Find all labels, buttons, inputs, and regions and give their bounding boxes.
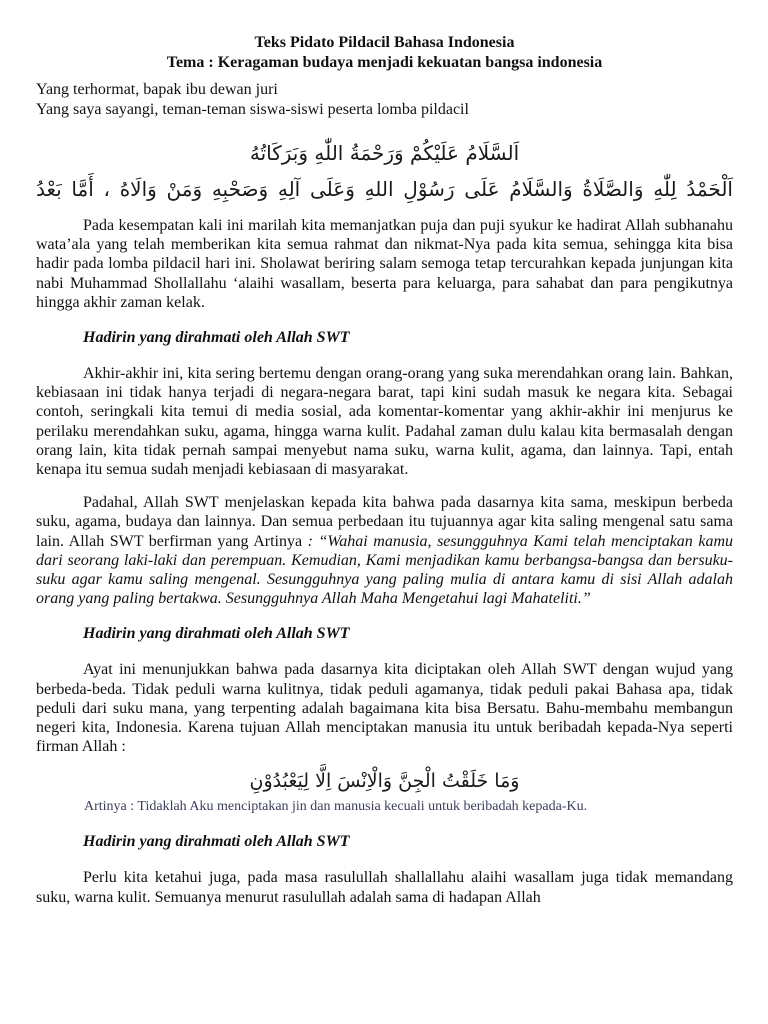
title-line-1: Teks Pidato Pildacil Bahasa Indonesia [254,34,515,51]
paragraph-3-intro: Padahal, Allah SWT menjelaskan kepada kita bahwa pada dasarnya kita sama, meskipun berbeda suku, agama, budaya dan lainnya. Dan semua perbedaan itu tujuannya agar kita saling mengenal satu sama lain. Allah SWT berfirman yang Artinya [36,494,733,550]
paragraph-opening: Pada kesempatan kali ini marilah kita memanjatkan puja dan puji syukur ke hadirat Allah subhanahu wata’ala yang telah memberikan kita semua rahmat dan nikmat-Nya pada kita semua, sehingga kita bisa hadir pada lomba pildacil hari ini. Sholawat beriring salam semoga tetap tercurahkan kepada junjungan kita nabi Muhammad Shollallahu ‘alaihi wasallam, beserta para keluarga, para sahabat dan para pengikutnya hingga akhir zaman kelak. [36,217,733,311]
paragraph-4: Ayat ini menunjukkan bahwa pada dasarnya kita diciptakan oleh Allah SWT dengan wujud yang berbeda-beda. Tidak peduli warna kulitnya, tidak peduli agamanya, tidak peduli pakai Bahasa apa, tidak peduli dari suku mana, yang terpenting adalah bagaimana kita bisa Bersatu. Bahu-membahu membangun negeri kita, Indonesia. Karena tujuan Allah menciptakan manusia itu untuk beribadah kepada-Nya seperti firman Allah : [36,661,733,756]
arabic-verse: وَمَا خَلَقْتُ الْجِنَّ وَالْاِنْسَ اِلَّا لِيَعْبُدُوْنِ [249,770,520,793]
arabic-salam: اَلسَّلَامُ عَلَيْكُمْ وَرَحْمَةُ اللّٰهِ وَبَرَكَاتُهُ [249,141,520,165]
arabic-hamdalah: اَلْحَمْدُ لِلّٰهِ وَالصَّلَاةُ وَالسَّلَامُ عَلَى رَسُوْلِ اللهِ وَعَلَى آلِهِ وَصَحْبِهِ وَمَنْ وَالَاهُ ، أَمَّا بَعْدُ [36,177,733,201]
paragraph-3 [36,493,733,608]
document-title [36,33,733,73]
section-heading-1: Hadirin yang dirahmati oleh Allah SWT [83,329,350,347]
section-heading-3: Hadirin yang dirahmati oleh Allah SWT [83,833,350,851]
paragraph-5: Perlu kita ketahui juga, pada masa rasulullah shallallahu alaihi wasallam juga tidak memandang suku, warna kulit. Semuanya menurut rasulullah adalah sama di hadapan Allah [36,869,733,906]
paragraph-2: Akhir-akhir ini, kita sering bertemu dengan orang-orang yang suka merendahkan orang lain. Bahkan, kebiasaan ini tidak hanya terjadi di negara-negara barat, tapi kini sudah masuk ke negara kita. Sebagai contoh, seringkali kita temui di media sosial, ada komentar-komentar yang akhir-akhir ini menjurus ke perilaku merendahkan suku, agama, hingga warna kulit. Padahal zaman dulu kalau kita bermasalah dengan orang lain, kita tidak pernah sampai menyebut nama suku, warna kulit, agama, dan lainnya. Tapi, entah kenapa itu semua sudah menjadi kebiasaan di masyarakat. [36,365,733,479]
document-page [36,33,733,907]
verse-meaning: Artinya : Tidaklah Aku menciptakan jin dan manusia kecuali untuk beribadah kepada-Ku. [84,799,588,815]
paragraph-3-quote: : “Wahai manusia, sesungguhnya Kami telah menciptakan kamu dari seorang laki-laki dan perempuan. Kemudian, Kami menjadikan kamu berbangsa-bangsa dan bersuku-suku agar kamu saling mengenal. Sesungguhnya yang paling mulia di antara kamu di sisi Allah adalah orang yang paling bertakwa. Sesungguhnya Allah Maha Mengetahui lagi Mahateliti.” [36,532,734,608]
title-line-2: Tema : Keragaman budaya menjadi kekuatan bangsa indonesia [166,54,603,71]
section-heading-2: Hadirin yang dirahmati oleh Allah SWT [83,625,350,643]
greeting [36,80,733,120]
greeting-line-2: Yang saya sayangi, teman-teman siswa-siswi peserta lomba pildacil [36,101,469,118]
greeting-line-1: Yang terhormat, bapak ibu dewan juri [36,81,278,98]
